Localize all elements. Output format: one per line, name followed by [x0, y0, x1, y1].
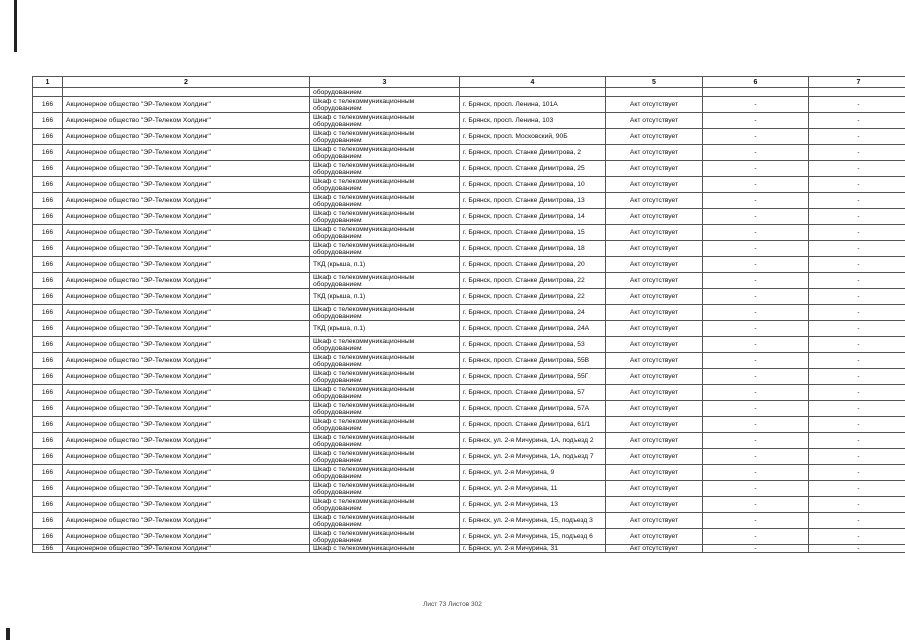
table-row	[33, 385, 905, 401]
col-6-value: -	[703, 209, 809, 225]
organization-name: Акционерное общество "ЭР-Телеком Холдинг"	[63, 481, 310, 497]
object-type: Шкаф с телекоммуникационным оборудованием	[310, 449, 460, 465]
act-status: Акт отсутствует	[606, 113, 703, 129]
table-row	[33, 273, 905, 289]
row-number: 166	[33, 433, 63, 449]
organization-name: Акционерное общество "ЭР-Телеком Холдинг"	[63, 369, 310, 385]
col-7-value: -	[809, 513, 905, 529]
table-row	[33, 337, 905, 353]
page-footer: Лист 73 Листов 302	[423, 601, 482, 608]
object-address: г. Брянск, просп. Станке Димитрова, 13	[460, 193, 606, 209]
col-7-value: -	[809, 497, 905, 513]
act-status: Акт отсутствует	[606, 353, 703, 369]
object-type: Шкаф с телекоммуникационным оборудованием	[310, 177, 460, 193]
act-status: Акт отсутствует	[606, 433, 703, 449]
organization-name: Акционерное общество "ЭР-Телеком Холдинг"	[63, 385, 310, 401]
object-address: г. Брянск, просп. Ленина, 101А	[460, 97, 606, 113]
col-6-value: -	[703, 385, 809, 401]
header-col-2: 2	[63, 77, 310, 88]
col-6-value: -	[703, 225, 809, 241]
scan-edge-mark-bottom	[6, 628, 10, 640]
object-type: Шкаф с телекоммуникационным оборудованием	[310, 481, 460, 497]
col-7-value: -	[809, 97, 905, 113]
object-address: г. Брянск, просп. Станке Димитрова, 18	[460, 241, 606, 257]
row-number: 166	[33, 321, 63, 337]
object-address: г. Брянск, просп. Станке Димитрова, 53	[460, 337, 606, 353]
row-number: 166	[33, 161, 63, 177]
col-6-value: -	[703, 241, 809, 257]
row-number: 166	[33, 97, 63, 113]
organization-name: Акционерное общество "ЭР-Телеком Холдинг"	[63, 113, 310, 129]
header-col-1: 1	[33, 77, 63, 88]
col-7-value: -	[809, 321, 905, 337]
col-6-value: -	[703, 113, 809, 129]
organization-name: Акционерное общество "ЭР-Телеком Холдинг"	[63, 305, 310, 321]
act-status: Акт отсутствует	[606, 97, 703, 113]
act-status: Акт отсутствует	[606, 337, 703, 353]
organization-name: Акционерное общество "ЭР-Телеком Холдинг"	[63, 401, 310, 417]
object-address: г. Брянск, ул. 2-я Мичурина, 9	[460, 465, 606, 481]
object-type: ТКД (крыша, п.1)	[310, 321, 460, 337]
registry-table	[32, 76, 905, 553]
act-status: Акт отсутствует	[606, 497, 703, 513]
object-type: ТКД (крыша, п.1)	[310, 257, 460, 273]
col-7-value: -	[809, 305, 905, 321]
act-status: Акт отсутствует	[606, 193, 703, 209]
act-status: Акт отсутствует	[606, 273, 703, 289]
row-number: 166	[33, 529, 63, 545]
table-row	[33, 257, 905, 273]
object-type: ТКД (крыша, п.1)	[310, 289, 460, 305]
table-row	[33, 113, 905, 129]
table-row	[33, 369, 905, 385]
table-row	[33, 305, 905, 321]
act-status: Акт отсутствует	[606, 225, 703, 241]
table-row	[33, 289, 905, 305]
object-address: г. Брянск, просп. Станке Димитрова, 57	[460, 385, 606, 401]
object-type: Шкаф с телекоммуникационным оборудованием	[310, 129, 460, 145]
col-7-value: -	[809, 481, 905, 497]
organization-name: Акционерное общество "ЭР-Телеком Холдинг"	[63, 321, 310, 337]
object-type: Шкаф с телекоммуникационным оборудованием	[310, 161, 460, 177]
act-status: Акт отсутствует	[606, 513, 703, 529]
row-number: 166	[33, 385, 63, 401]
organization-name: Акционерное общество "ЭР-Телеком Холдинг"	[63, 193, 310, 209]
organization-name: Акционерное общество "ЭР-Телеком Холдинг"	[63, 465, 310, 481]
organization-name: Акционерное общество "ЭР-Телеком Холдинг"	[63, 417, 310, 433]
organization-name: Акционерное общество "ЭР-Телеком Холдинг"	[63, 145, 310, 161]
object-type: Шкаф с телекоммуникационным оборудованием	[310, 417, 460, 433]
row-number: 166	[33, 225, 63, 241]
object-address: г. Брянск, ул. 2-я Мичурина, 15, подъезд 3	[460, 513, 606, 529]
act-status: Акт отсутствует	[606, 545, 703, 553]
organization-name: Акционерное общество "ЭР-Телеком Холдинг"	[63, 209, 310, 225]
col-6-value: -	[703, 177, 809, 193]
row-number: 166	[33, 257, 63, 273]
act-status: Акт отсутствует	[606, 385, 703, 401]
organization-name: Акционерное общество "ЭР-Телеком Холдинг"	[63, 241, 310, 257]
col-6-value: -	[703, 401, 809, 417]
object-address: г. Брянск, просп. Станке Димитрова, 20	[460, 257, 606, 273]
object-address: г. Брянск, просп. Станке Димитрова, 24А	[460, 321, 606, 337]
object-type: Шкаф с телекоммуникационным оборудованием	[310, 241, 460, 257]
col-7-value: -	[809, 145, 905, 161]
col-7-value: -	[809, 129, 905, 145]
table-row	[33, 241, 905, 257]
header-col-7: 7	[809, 77, 905, 88]
col-7-value: -	[809, 369, 905, 385]
col-7-value: -	[809, 337, 905, 353]
row-number: 166	[33, 193, 63, 209]
organization-name: Акционерное общество "ЭР-Телеком Холдинг"	[63, 97, 310, 113]
act-status: Акт отсутствует	[606, 241, 703, 257]
object-type: Шкаф с телекоммуникационным оборудованием	[310, 113, 460, 129]
table-row	[33, 209, 905, 225]
act-status: Акт отсутствует	[606, 449, 703, 465]
object-address: г. Брянск, просп. Станке Димитрова, 55Г	[460, 369, 606, 385]
table-row	[33, 353, 905, 369]
row-number: 166	[33, 497, 63, 513]
col-6-value: -	[703, 129, 809, 145]
col-7-value: -	[809, 401, 905, 417]
organization-name: Акционерное общество "ЭР-Телеком Холдинг"	[63, 529, 310, 545]
object-type: Шкаф с телекоммуникационным оборудованием	[310, 225, 460, 241]
object-address: г. Брянск, просп. Станке Димитрова, 61/1	[460, 417, 606, 433]
object-type: Шкаф с телекоммуникационным оборудованием	[310, 209, 460, 225]
object-type: Шкаф с телекоммуникационным оборудованием	[310, 433, 460, 449]
col-6-value: -	[703, 161, 809, 177]
col-7-value: -	[809, 161, 905, 177]
col-7-value: -	[809, 193, 905, 209]
object-type: Шкаф с телекоммуникационным оборудованием	[310, 97, 460, 113]
object-address: г. Брянск, ул. 2-я Мичурина, 13	[460, 497, 606, 513]
object-type: Шкаф с телекоммуникационным оборудованием	[310, 273, 460, 289]
row-number: 166	[33, 129, 63, 145]
organization-name: Акционерное общество "ЭР-Телеком Холдинг"	[63, 337, 310, 353]
row-number: 166	[33, 337, 63, 353]
col-7-value: -	[809, 449, 905, 465]
act-status: Акт отсутствует	[606, 481, 703, 497]
row-number: 166	[33, 369, 63, 385]
row-number: 166	[33, 481, 63, 497]
row-number: 166	[33, 177, 63, 193]
continuation-text: оборудованием	[310, 88, 460, 97]
table-row	[33, 529, 905, 545]
object-address: г. Брянск, просп. Ленина, 103	[460, 113, 606, 129]
table-row	[33, 321, 905, 337]
col-7-value: -	[809, 529, 905, 545]
row-number: 166	[33, 449, 63, 465]
col-6-value: -	[703, 449, 809, 465]
act-status: Акт отсутствует	[606, 465, 703, 481]
act-status: Акт отсутствует	[606, 401, 703, 417]
col-6-value: -	[703, 145, 809, 161]
table-row	[33, 225, 905, 241]
col-6-value: -	[703, 273, 809, 289]
col-6-value: -	[703, 513, 809, 529]
row-number: 166	[33, 465, 63, 481]
object-type: Шкаф с телекоммуникационным оборудованием	[310, 465, 460, 481]
col-6-value: -	[703, 337, 809, 353]
organization-name: Акционерное общество "ЭР-Телеком Холдинг"	[63, 177, 310, 193]
object-address: г. Брянск, просп. Станке Димитрова, 22	[460, 289, 606, 305]
object-address: г. Брянск, просп. Станке Димитрова, 14	[460, 209, 606, 225]
object-type: Шкаф с телекоммуникационным оборудованием	[310, 513, 460, 529]
col-7-value: -	[809, 289, 905, 305]
col-6-value: -	[703, 289, 809, 305]
organization-name: Акционерное общество "ЭР-Телеком Холдинг"	[63, 289, 310, 305]
table-row	[33, 177, 905, 193]
col-7-value: -	[809, 177, 905, 193]
table-header	[33, 77, 905, 88]
col-6-value: -	[703, 545, 809, 553]
table-row	[33, 145, 905, 161]
object-address: г. Брянск, просп. Станке Димитрова, 10	[460, 177, 606, 193]
row-number: 166	[33, 513, 63, 529]
table-row	[33, 129, 905, 145]
col-7-value: -	[809, 209, 905, 225]
object-type: Шкаф с телекоммуникационным оборудованием	[310, 401, 460, 417]
organization-name: Акционерное общество "ЭР-Телеком Холдинг"	[63, 161, 310, 177]
continuation-row	[33, 88, 905, 97]
header-col-4: 4	[460, 77, 606, 88]
table-row	[33, 417, 905, 433]
col-6-value: -	[703, 321, 809, 337]
table-row	[33, 449, 905, 465]
act-status: Акт отсутствует	[606, 257, 703, 273]
col-6-value: -	[703, 369, 809, 385]
col-6-value: -	[703, 465, 809, 481]
col-7-value: -	[809, 225, 905, 241]
object-type: Шкаф с телекоммуникационным оборудованием	[310, 385, 460, 401]
organization-name: Акционерное общество "ЭР-Телеком Холдинг"	[63, 449, 310, 465]
row-number: 166	[33, 209, 63, 225]
object-address: г. Брянск, просп. Московский, 90Б	[460, 129, 606, 145]
organization-name: Акционерное общество "ЭР-Телеком Холдинг"	[63, 257, 310, 273]
object-type: Шкаф с телекоммуникационным оборудованием	[310, 305, 460, 321]
row-number: 166	[33, 417, 63, 433]
col-7-value: -	[809, 113, 905, 129]
table-row	[33, 433, 905, 449]
col-6-value: -	[703, 353, 809, 369]
row-number: 166	[33, 241, 63, 257]
col-7-value: -	[809, 433, 905, 449]
scan-edge-mark	[14, 0, 17, 52]
act-status: Акт отсутствует	[606, 161, 703, 177]
object-address: г. Брянск, ул. 2-я Мичурина, 15, подъезд 6	[460, 529, 606, 545]
act-status: Акт отсутствует	[606, 417, 703, 433]
object-address: г. Брянск, ул. 2-я Мичурина, 1А, подъезд 2	[460, 433, 606, 449]
col-7-value: -	[809, 273, 905, 289]
act-status: Акт отсутствует	[606, 129, 703, 145]
object-address: г. Брянск, ул. 2-я Мичурина, 31	[460, 545, 606, 553]
col-6-value: -	[703, 529, 809, 545]
organization-name: Акционерное общество "ЭР-Телеком Холдинг"	[63, 129, 310, 145]
object-address: г. Брянск, просп. Станке Димитрова, 24	[460, 305, 606, 321]
table-row	[33, 401, 905, 417]
organization-name: Акционерное общество "ЭР-Телеком Холдинг"	[63, 513, 310, 529]
col-6-value: -	[703, 417, 809, 433]
object-type: Шкаф с телекоммуникационным оборудованием	[310, 353, 460, 369]
act-status: Акт отсутствует	[606, 369, 703, 385]
table-row	[33, 161, 905, 177]
col-7-value: -	[809, 465, 905, 481]
row-number: 166	[33, 353, 63, 369]
row-number: 166	[33, 289, 63, 305]
table-row	[33, 545, 905, 553]
act-status: Акт отсутствует	[606, 209, 703, 225]
col-6-value: -	[703, 193, 809, 209]
object-address: г. Брянск, просп. Станке Димитрова, 57А	[460, 401, 606, 417]
object-address: г. Брянск, просп. Станке Димитрова, 2	[460, 145, 606, 161]
organization-name: Акционерное общество "ЭР-Телеком Холдинг"	[63, 433, 310, 449]
object-type: Шкаф с телекоммуникационным оборудованием	[310, 193, 460, 209]
col-6-value: -	[703, 97, 809, 113]
table-row	[33, 465, 905, 481]
act-status: Акт отсутствует	[606, 321, 703, 337]
table-body	[33, 88, 905, 553]
header-col-5: 5	[606, 77, 703, 88]
object-type: Шкаф с телекоммуникационным оборудованием	[310, 369, 460, 385]
act-status: Акт отсутствует	[606, 177, 703, 193]
col-7-value: -	[809, 257, 905, 273]
table-row	[33, 497, 905, 513]
organization-name: Акционерное общество "ЭР-Телеком Холдинг"	[63, 225, 310, 241]
header-col-3: 3	[310, 77, 460, 88]
organization-name: Акционерное общество "ЭР-Телеком Холдинг"	[63, 497, 310, 513]
col-7-value: -	[809, 385, 905, 401]
col-7-value: -	[809, 417, 905, 433]
object-address: г. Брянск, ул. 2-я Мичурина, 11	[460, 481, 606, 497]
row-number: 166	[33, 305, 63, 321]
act-status: Акт отсутствует	[606, 145, 703, 161]
organization-name: Акционерное общество "ЭР-Телеком Холдинг"	[63, 353, 310, 369]
table-row	[33, 193, 905, 209]
organization-name: Акционерное общество "ЭР-Телеком Холдинг"	[63, 545, 310, 553]
col-7-value: -	[809, 353, 905, 369]
row-number: 166	[33, 113, 63, 129]
act-status: Акт отсутствует	[606, 529, 703, 545]
col-7-value: -	[809, 545, 905, 553]
object-address: г. Брянск, просп. Станке Димитрова, 15	[460, 225, 606, 241]
row-number: 166	[33, 145, 63, 161]
object-type: Шкаф с телекоммуникационным оборудованием	[310, 337, 460, 353]
table-row	[33, 97, 905, 113]
row-number: 166	[33, 401, 63, 417]
object-type: Шкаф с телекоммуникационным оборудованием	[310, 145, 460, 161]
object-type: Шкаф с телекоммуникационным	[310, 545, 460, 553]
object-address: г. Брянск, просп. Станке Димитрова, 25	[460, 161, 606, 177]
table-row	[33, 481, 905, 497]
row-number: 166	[33, 273, 63, 289]
table-row	[33, 513, 905, 529]
col-6-value: -	[703, 257, 809, 273]
col-6-value: -	[703, 305, 809, 321]
object-address: г. Брянск, просп. Станке Димитрова, 22	[460, 273, 606, 289]
object-type: Шкаф с телекоммуникационным оборудованием	[310, 497, 460, 513]
act-status: Акт отсутствует	[606, 289, 703, 305]
header-col-6: 6	[703, 77, 809, 88]
row-number: 166	[33, 545, 63, 553]
header-row	[33, 77, 905, 88]
col-6-value: -	[703, 433, 809, 449]
organization-name: Акционерное общество "ЭР-Телеком Холдинг"	[63, 273, 310, 289]
act-status: Акт отсутствует	[606, 305, 703, 321]
object-type: Шкаф с телекоммуникационным оборудованием	[310, 529, 460, 545]
object-address: г. Брянск, ул. 2-я Мичурина, 1А, подъезд 7	[460, 449, 606, 465]
col-6-value: -	[703, 497, 809, 513]
col-7-value: -	[809, 241, 905, 257]
object-address: г. Брянск, просп. Станке Димитрова, 55В	[460, 353, 606, 369]
col-6-value: -	[703, 481, 809, 497]
